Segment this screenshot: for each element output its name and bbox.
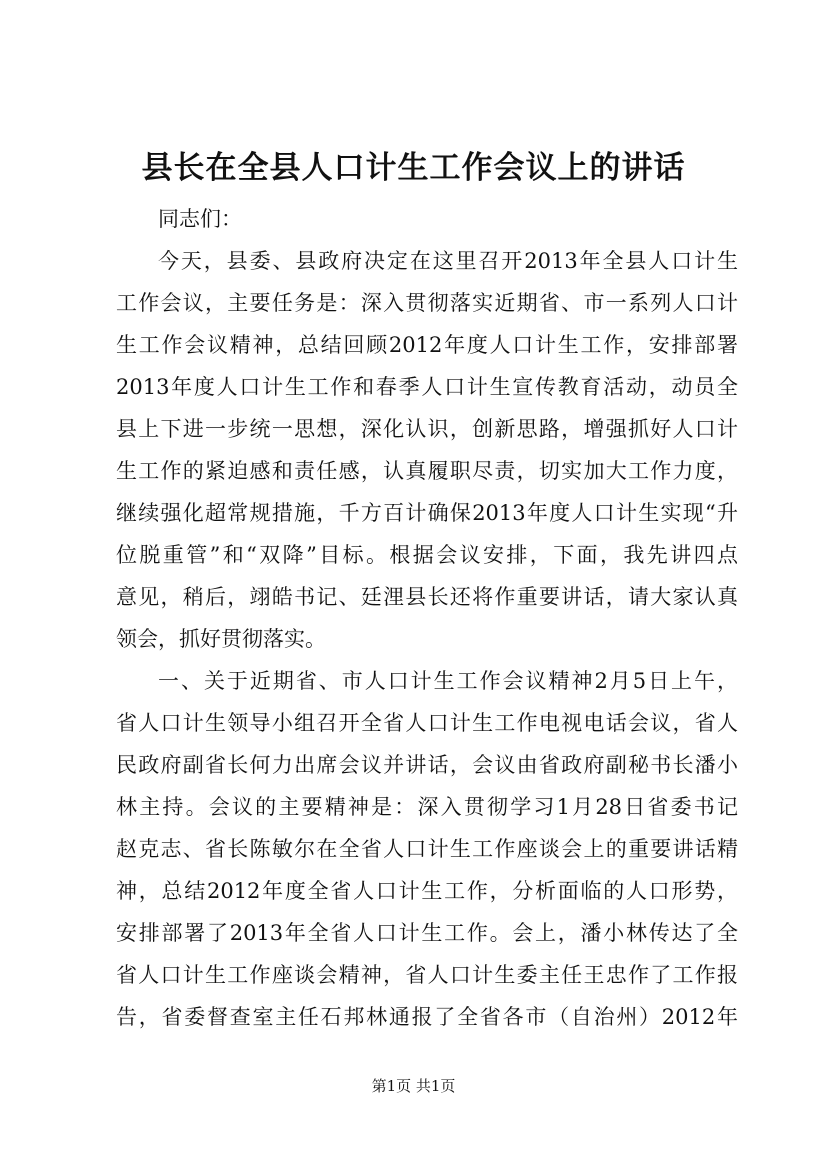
salutation: 同志们： (158, 207, 242, 231)
body-line: 告，省委督查室主任石邦林通报了全省各市（自治州）2012年 (116, 1005, 738, 1029)
body-line: 继续强化超常规措施，千方百计确保2013年度人口计生实现“升 (116, 501, 738, 525)
body-line: 工作会议，主要任务是：深入贯彻落实近期省、市一系列人口计 (116, 291, 738, 315)
body-line: 县上下进一步统一思想，深化认识，创新思路，增强抓好人口计 (116, 417, 738, 441)
body-line: 省人口计生工作座谈会精神，省人口计生委主任王忠作了工作报 (116, 963, 738, 987)
document-title: 县长在全县人口计生工作会议上的讲话 (141, 150, 686, 186)
body-line: 林主持。会议的主要精神是：深入贯彻学习1月28日省委书记 (116, 795, 738, 819)
body-line: 今天，县委、县政府决定在这里召开2013年全县人口计生 (158, 249, 738, 273)
body-line: 生工作会议精神，总结回顾2012年度人口计生工作，安排部署 (116, 333, 738, 357)
body-line: 一、关于近期省、市人口计生工作会议精神2月5日上午， (158, 669, 738, 693)
body-line: 2013年度人口计生工作和春季人口计生宣传教育活动，动员全 (116, 375, 738, 399)
body-line: 领会，抓好贯彻落实。 (116, 627, 326, 651)
body-line: 生工作的紧迫感和责任感，认真履职尽责，切实加大工作力度， (116, 459, 738, 483)
body-line: 省人口计生领导小组召开全省人口计生工作电视电话会议，省人 (116, 711, 738, 735)
body-line: 安排部署了2013年全省人口计生工作。会上，潘小林传达了全 (116, 921, 738, 945)
body-line: 意见，稍后，翊皓书记、廷浬县长还将作重要讲话，请大家认真 (116, 585, 738, 609)
body-line: 民政府副省长何力出席会议并讲话，会议由省政府副秘书长潘小 (116, 753, 738, 777)
body-line: 神，总结2012年度全省人口计生工作，分析面临的人口形势， (116, 879, 738, 903)
page-footer: 第1页 共1页 (371, 1077, 456, 1095)
body-line: 位脱重管”和“双降”目标。根据会议安排，下面，我先讲四点 (116, 543, 738, 567)
body-line: 赵克志、省长陈敏尔在全省人口计生工作座谈会上的重要讲话精 (116, 837, 738, 861)
